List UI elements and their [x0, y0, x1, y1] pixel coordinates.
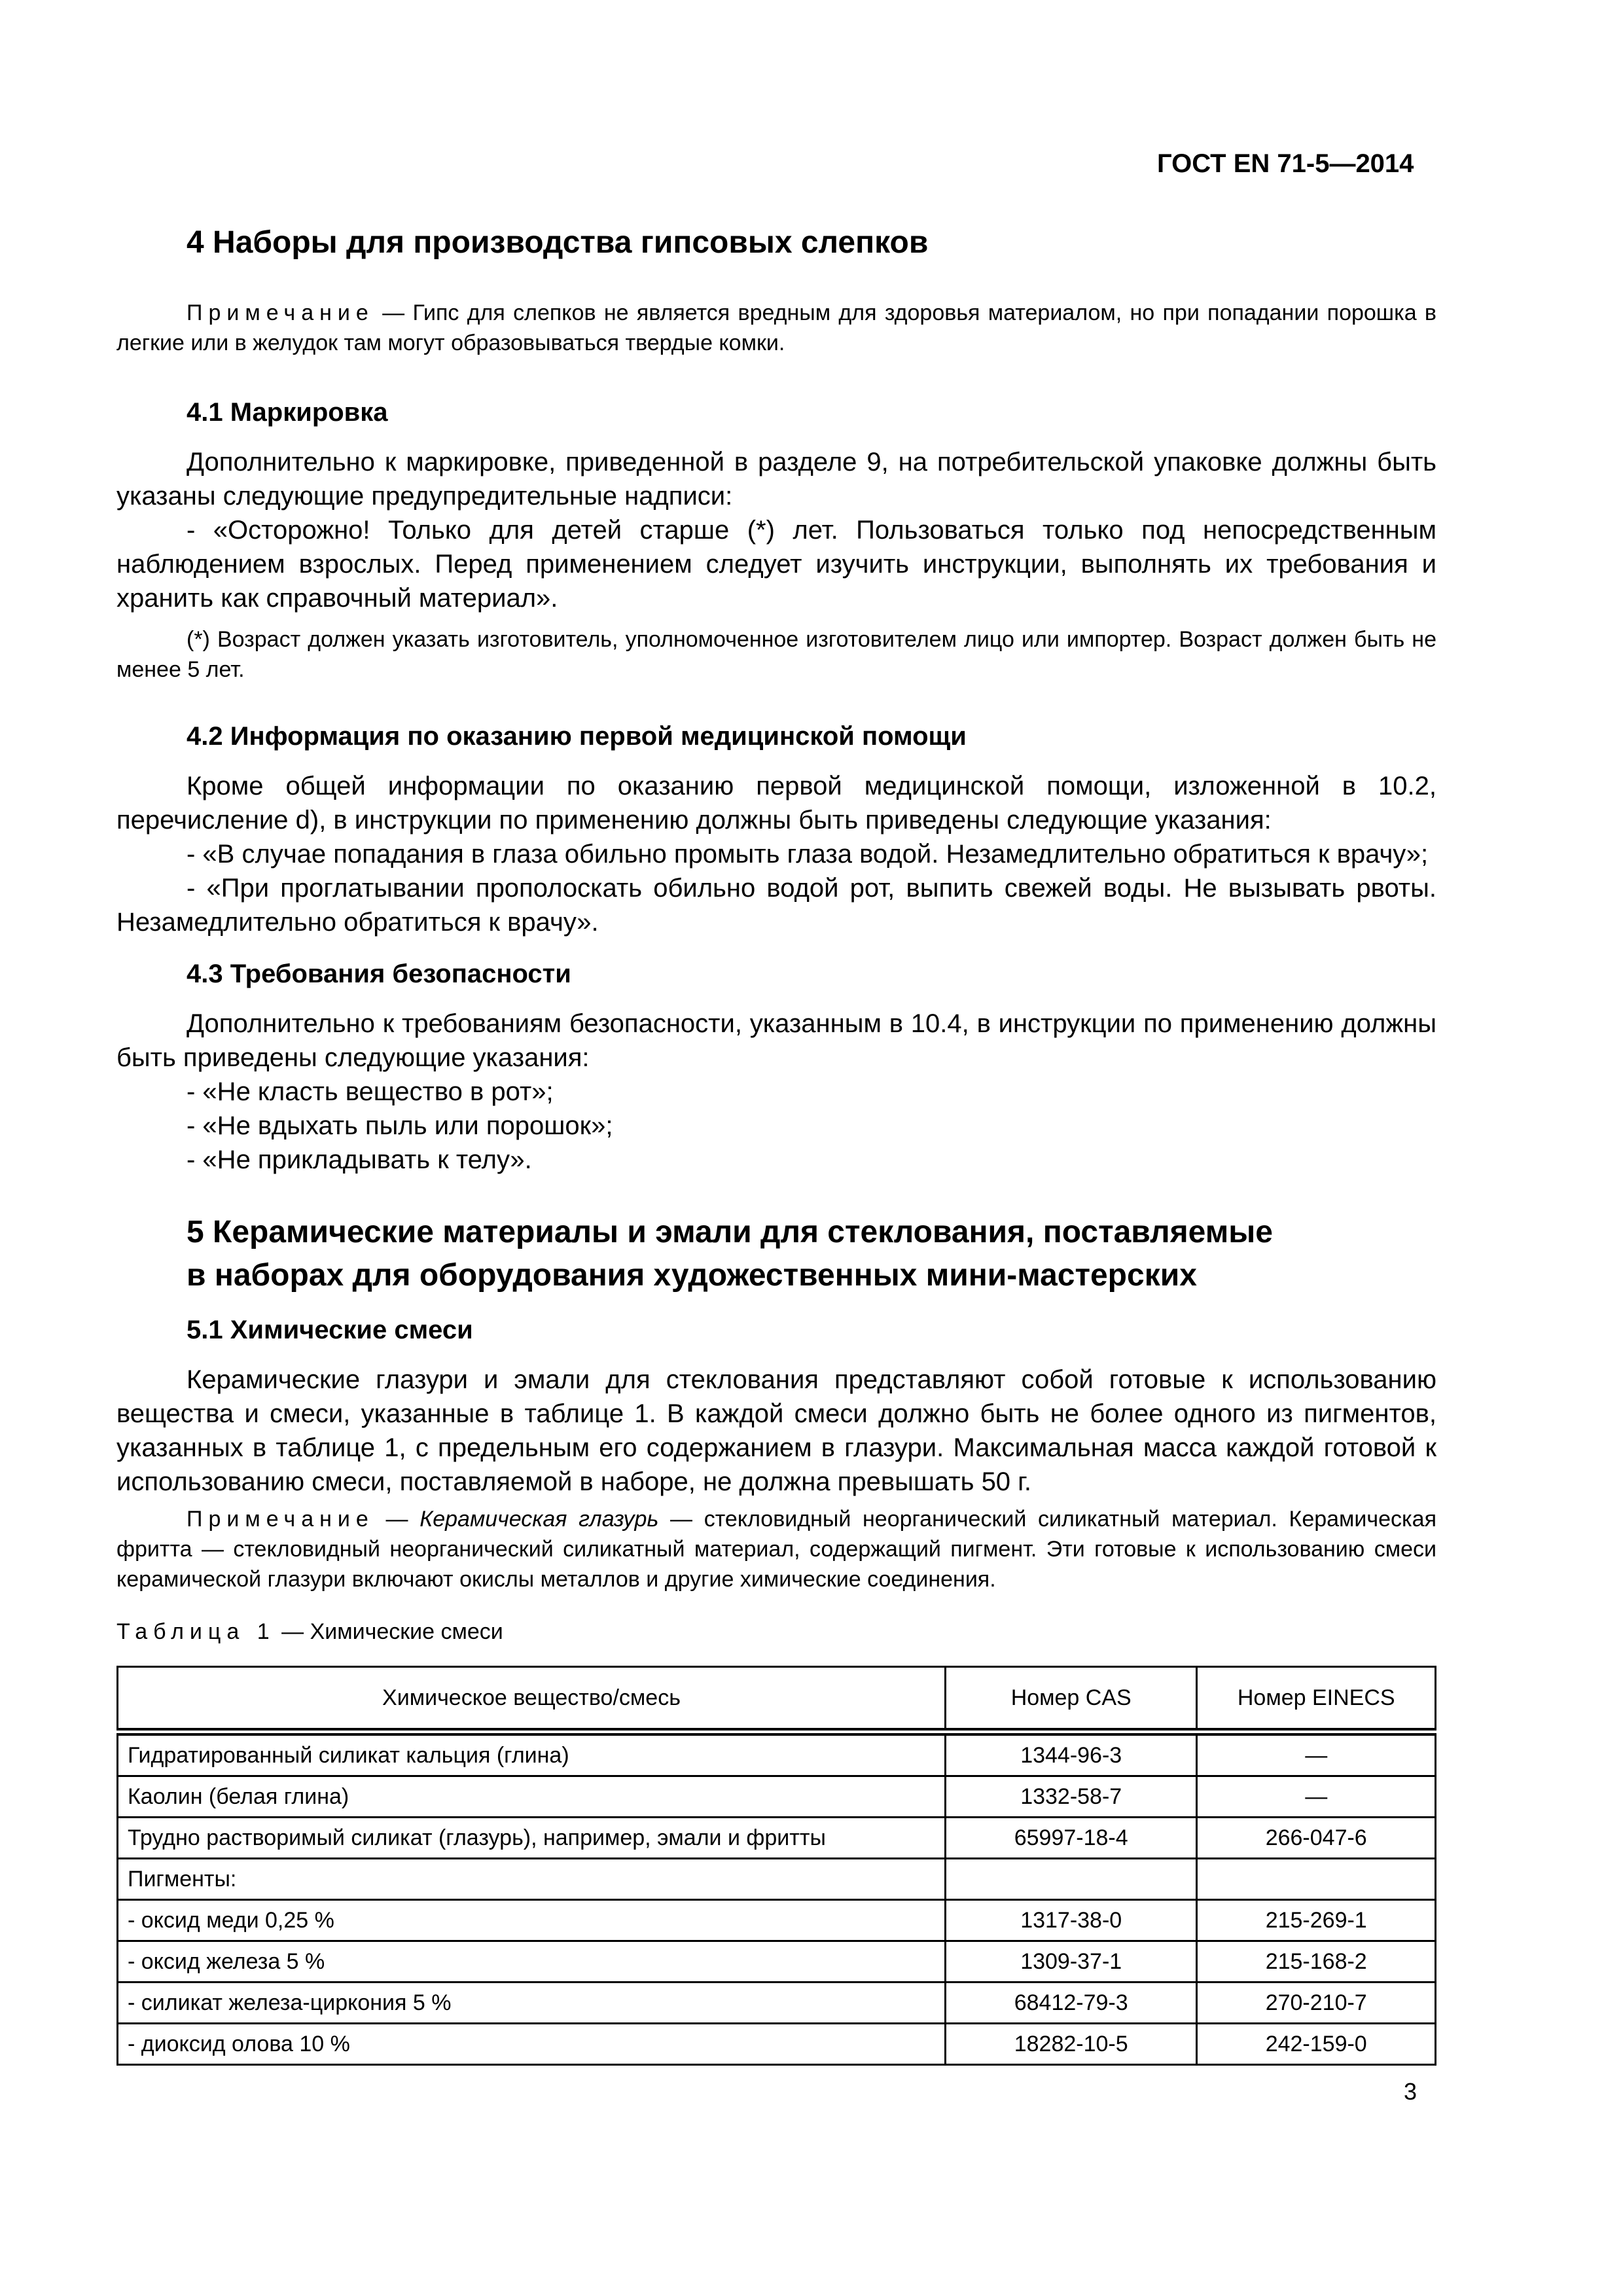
einecs-cell: [1197, 1859, 1436, 1900]
section-4-1-warning: - «Осторожно! Только для детей старше (*) лет. Пользоваться только под непосредственным наблюдением взрослых. Перед применением следует изучить инструкции, выполнять их требования и хранить как справочный материал».: [116, 516, 1436, 613]
note-term: Керамическая глазурь: [419, 1507, 659, 1532]
section-5-1-paragraph: Керамические глазури и эмали для стеклования представляют собой готовые к использованию вещества и смеси, указанные в таблице 1. В каждой смеси должно быть не более одного из пигментов, указанных в таблице 1, с предельным его содержанием в глазури. Максимальная масса каждой готовой к использованию смеси, поставляемой в наборе, не должна превышать 50 г.: [116, 1365, 1436, 1496]
section-4-1-title: 4.1 Маркировка: [187, 398, 388, 427]
einecs-cell: 270-210-7: [1197, 1982, 1436, 2024]
cas-cell: 18282-10-5: [945, 2024, 1196, 2065]
substance-cell: Трудно растворимый силикат (глазурь), например, эмали и фритты: [118, 1818, 946, 1859]
table-row: [118, 1982, 1436, 2024]
substance-cell: Гидратированный силикат кальция (глина): [118, 1732, 946, 1776]
section-5-1-note: Примечание — Керамическая глазурь — стекловидный неорганический силикатный материал. Керамическая фритта — стекловидный неорганический силикатный материал, содержащий пигмент. Эти готовые к использованию смеси керамической глазури включают окислы металлов и другие химические соединения.: [116, 1507, 1436, 1592]
chemical-mixtures-table: [116, 1666, 1436, 2066]
section-5-title-line-2: в наборах для оборудования художественных мини-мастерских: [187, 1258, 1197, 1293]
section-4-title: 4 Наборы для производства гипсовых слепков: [187, 225, 929, 260]
substance-cell: Каолин (белая глина): [118, 1776, 946, 1818]
cas-cell: 1332-58-7: [945, 1776, 1196, 1818]
cas-cell: 1309-37-1: [945, 1941, 1196, 1982]
einecs-cell: 242-159-0: [1197, 2024, 1436, 2065]
substance-cell: Пигменты:: [118, 1859, 946, 1900]
section-5-title-line-1: 5 Керамические материалы и эмали для стеклования, поставляемые: [187, 1215, 1273, 1249]
section-4-note: [116, 298, 1436, 358]
cas-cell: 65997-18-4: [945, 1818, 1196, 1859]
cas-cell: 68412-79-3: [945, 1982, 1196, 2024]
einecs-cell: —: [1197, 1732, 1436, 1776]
section-4-1-footnote: (*) Возраст должен указать изготовитель, уполномоченное изготовителем лицо или импортер. Возраст должен быть не менее 5 лет.: [116, 627, 1436, 682]
page-number: 3: [1404, 2078, 1418, 2105]
note-label: Примечание: [187, 300, 374, 325]
note-text: — Гипс для слепков не является вредным для здоровья материалом, но при попадании порошка в легкие или в желудок там могут образовываться твердые комки.: [116, 300, 1436, 355]
table-caption: [116, 1617, 503, 1647]
column-header-cas: Номер CAS: [945, 1667, 1196, 1732]
table-caption-text: — Химические смеси: [275, 1619, 503, 1644]
einecs-cell: 215-269-1: [1197, 1900, 1436, 1941]
column-header-einecs: Номер EINECS: [1197, 1667, 1436, 1732]
section-4-3-paragraph: Дополнительно к требованиям безопасности, указанным в 10.4, в инструкции по применению должны быть приведены следующие указания:: [116, 1009, 1436, 1072]
einecs-cell: 266-047-6: [1197, 1818, 1436, 1859]
einecs-cell: 215-168-2: [1197, 1941, 1436, 1982]
section-4-3-bullet-1: - «Не класть вещество в рот»;: [187, 1077, 554, 1106]
table-row: [118, 1859, 1436, 1900]
table-row: [118, 1732, 1436, 1776]
section-4-2-title: 4.2 Информация по оказанию первой медицинской помощи: [187, 722, 967, 751]
note-label: Примечание: [187, 1507, 374, 1532]
note-text: — стекловидный неорганический силикатный материал. Керамическая фритта — стекловидный неорганический силикатный материал, содержащий пигмент. Эти готовые к использованию смеси керамической глазури включают окислы металлов и другие химические соединения.: [116, 1507, 1436, 1592]
section-4-2-bullet-1: - «В случае попадания в глаза обильно промыть глаза водой. Незамедлительно обратиться к врачу»;: [187, 840, 1429, 869]
einecs-cell: —: [1197, 1776, 1436, 1818]
section-5-1-title: 5.1 Химические смеси: [187, 1316, 473, 1344]
table-row: [118, 1941, 1436, 1982]
section-4-3-title: 4.3 Требования безопасности: [187, 960, 571, 988]
table-header-row: [118, 1667, 1436, 1732]
table-row: [118, 2024, 1436, 2065]
cas-cell: [945, 1859, 1196, 1900]
table-row: [118, 1776, 1436, 1818]
section-4-3-bullet-2: - «Не вдыхать пыль или порошок»;: [187, 1111, 613, 1140]
table-caption-label: Таблица 1: [116, 1619, 276, 1644]
section-4-1-paragraph: Дополнительно к маркировке, приведенной в разделе 9, на потребительской упаковке должны быть указаны следующие предупредительные надписи:: [116, 448, 1436, 511]
substance-cell: - силикат железа-циркония 5 %: [118, 1982, 946, 2024]
section-4-3-bullet-3: - «Не прикладывать к телу».: [187, 1145, 532, 1174]
table-row: [118, 1818, 1436, 1859]
section-4-2-paragraph: Кроме общей информации по оказанию первой медицинской помощи, изложенной в 10.2, перечисление d), в инструкции по применению должны быть приведены следующие указания:: [116, 772, 1436, 834]
substance-cell: - оксид меди 0,25 %: [118, 1900, 946, 1941]
substance-cell: - диоксид олова 10 %: [118, 2024, 946, 2065]
section-4-2-bullet-2: - «При проглатывании прополоскать обильно водой рот, выпить свежей воды. Не вызывать рвоты. Незамедлительно обратиться к врачу».: [116, 874, 1436, 937]
standard-code: ГОСТ EN 71-5—2014: [1157, 149, 1414, 178]
cas-cell: 1344-96-3: [945, 1732, 1196, 1776]
table-row: [118, 1900, 1436, 1941]
substance-cell: - оксид железа 5 %: [118, 1941, 946, 1982]
cas-cell: 1317-38-0: [945, 1900, 1196, 1941]
column-header-substance: Химическое вещество/смесь: [118, 1667, 946, 1732]
